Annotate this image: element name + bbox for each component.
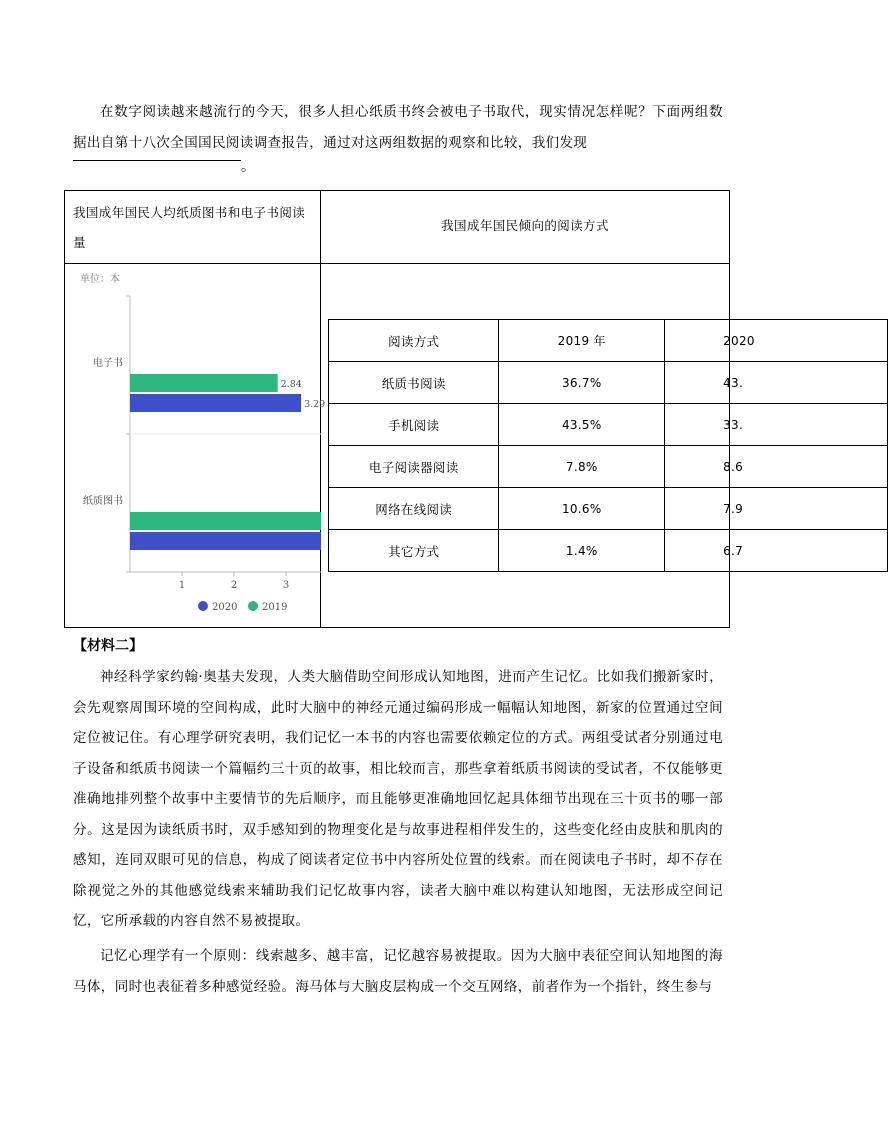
data-label: 2.84 [280,379,302,390]
table-cell: 33. [665,404,888,446]
right-header-title: 我国成年国民倾向的阅读方式 [441,218,609,233]
table-cell: 其它方式 [329,530,499,572]
chart-bars [130,374,321,550]
table-cell: 43. [665,362,888,404]
table-header-row [329,320,888,362]
table-cell: 1.4% [499,530,665,572]
table-row [329,488,888,530]
table-row [329,446,888,488]
chart-unit-label: 单位：本 [80,274,120,285]
table-cell: 8.6 [665,446,888,488]
reading-method-table-wrap [328,319,794,573]
table-cell: 2020 [665,320,888,362]
blank-period: 。 [241,159,255,175]
table-row [329,362,888,404]
table-cell: 网络在线阅读 [329,488,499,530]
category-label: 纸质图书 [83,496,123,507]
table-cell: 10.6% [499,488,665,530]
bar [130,394,301,412]
x-tick-label: 2 [230,580,238,591]
table-cell: 2019 年 [499,320,665,362]
reading-method-table [328,319,888,572]
table-cell: 电子阅读器阅读 [329,446,499,488]
legend-marker [248,601,258,611]
bar [130,374,278,392]
table-cell: 手机阅读 [329,404,499,446]
table-cell: 7.9 [665,488,888,530]
table-row [329,530,888,572]
table-row [329,404,888,446]
chart-legend [198,601,287,613]
left-header-title: 我国成年国民人均纸质图书和电子书阅读量 [73,205,306,250]
x-tick-label: 1 [178,580,186,591]
table-cell: 36.7% [499,362,665,404]
material2-paragraph-1: 神经科学家约翰·奥基夫发现，人类大脑借助空间形成认知地图，进而产生记忆。比如我们搬新家时，会先观察周围环境的空间构成，此时大脑中的神经元通过编码形成一幅幅认知地图，新家的位置通过空间定位被记住。有心理学研究表明，我们记忆一本书的内容也需要依赖定位的方式。两组受试者分别通过电子设备和纸质书阅读一个篇幅约三十页的故事，相比较而言，那些拿着纸质书阅读的受试者，不仅能够更准确地排列整个故事中主要情节的先后顺序，而且能够更准确地回忆起具体细节出现在三十页书的哪一部分。这是因为读纸质书时，双手感知到的物理变化是与故事进程相伴发生的，这些变化经由皮肤和肌肉的感知，连同双眼可见的信息，构成了阅读者定位书中内容所处位置的线索。而在阅读电子书时，却不存在除视觉之外的其他感觉线索来辅助我们记忆故事内容，读者大脑中难以构建认知地图，无法形成空间记忆，它所承载的内容自然不易被提取。 [73,669,723,929]
intro-paragraph: 在数字阅读越来越流行的今天，很多人担心纸质书终会被电子书取代，现实情况怎样呢？下面两组数据出自第十八次全国国民阅读调查报告，通过对这两组数据的观察和比较，我们发现 [73,104,723,151]
category-label: 电子书 [93,358,123,369]
x-tick-label: 3 [282,580,290,591]
fill-in-blank[interactable] [73,160,241,161]
table-cell: 7.8% [499,446,665,488]
table-border-bottom [64,627,730,628]
bar [130,512,321,530]
section-heading: 【材料二】 [73,638,143,654]
legend-marker [198,601,208,611]
table-border-top [64,190,730,191]
reading-bar-chart [65,264,326,626]
data-label: 3.29 [304,399,326,410]
table-cell: 阅读方式 [329,320,499,362]
legend-label: 2019 [262,602,288,613]
bar [130,532,321,550]
table-cell: 6.7 [665,530,888,572]
legend-label: 2020 [212,602,238,613]
material2-paragraph-2: 记忆心理学有一个原则：线索越多、越丰富，记忆越容易被提取。因为大脑中表征空间认知地图的海马体，同时也表征着多种感觉经验。海马体与大脑皮层构成一个交互网络，前者作为一个指针，终生参与 [73,948,723,995]
table-cell: 纸质书阅读 [329,362,499,404]
table-cell: 43.5% [499,404,665,446]
